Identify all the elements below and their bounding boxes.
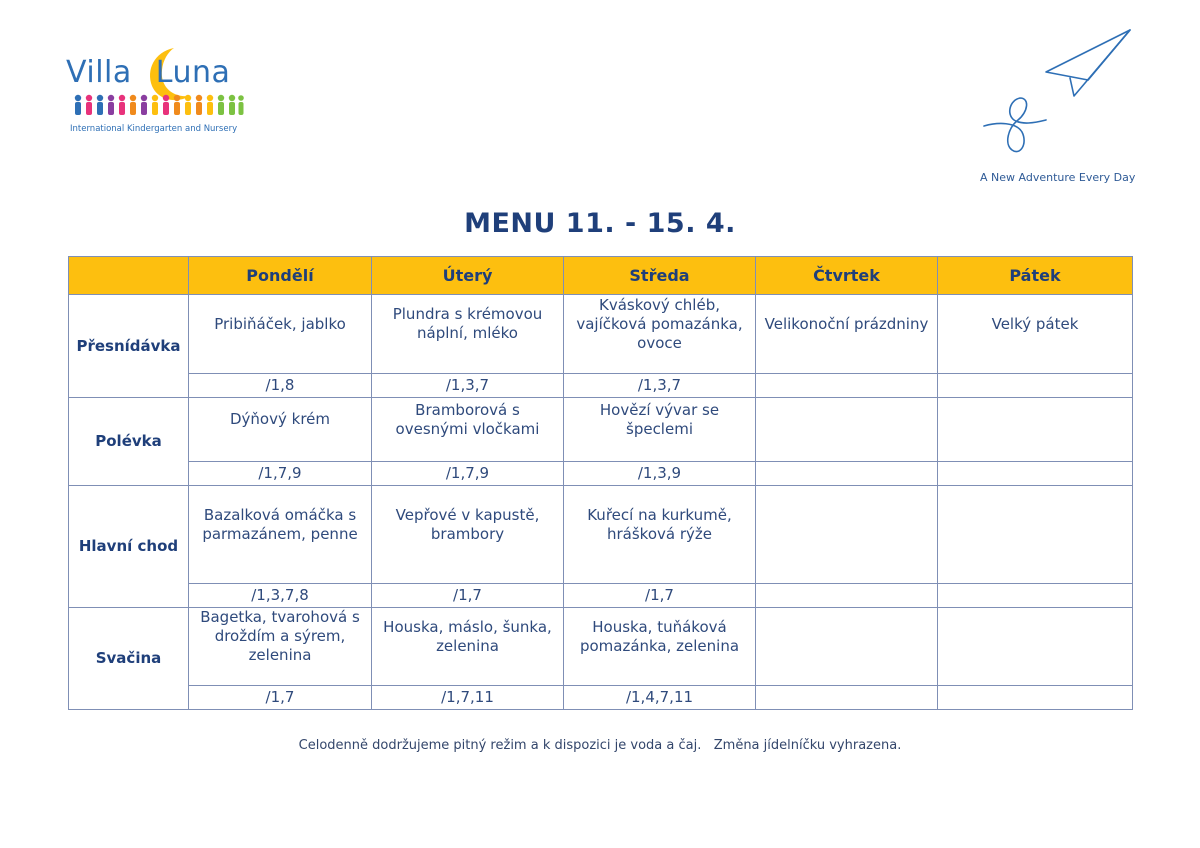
allergen-row [69, 374, 1133, 398]
tagline: A New Adventure Every Day [980, 171, 1136, 184]
day-header-monday: Pondělí [189, 257, 372, 295]
dish-cell [189, 486, 372, 584]
allergen-cell: /1,7,9 [372, 462, 564, 486]
dish-cell [756, 486, 938, 584]
allergen-row [69, 686, 1133, 710]
row-label-soup: Polévka [69, 398, 189, 486]
dish-cell [756, 608, 938, 686]
allergen-cell [756, 584, 938, 608]
dish-text: Plundra s krémovou náplní, mléko [392, 305, 543, 342]
logo-luna: Luna [155, 55, 231, 90]
dish-cell [564, 398, 756, 462]
dish-text: Bagetka, tvarohová s droždím a sýrem, zelenina [200, 608, 360, 664]
table-row [69, 398, 1133, 462]
dish-text: Bramborová s ovesnými vločkami [395, 400, 540, 438]
allergen-cell: /1,7,11 [372, 686, 564, 710]
row-label-main-course: Hlavní chod [69, 486, 189, 608]
allergen-cell: /1,7 [372, 584, 564, 608]
children-icon [72, 94, 244, 116]
corner-cell [69, 257, 189, 295]
logo-subtitle: International Kindergarten and Nursery [70, 124, 238, 134]
dish-text: Velký pátek [991, 314, 1079, 333]
dish-text: Velikonoční prázdniny [764, 314, 929, 333]
dish-text: Kváskový chléb, vajíčková pomazánka, ovoce [576, 295, 743, 352]
paper-plane-icon [980, 28, 1135, 160]
logo-title [66, 56, 230, 90]
dish-text: Pribiňáček, jablko [214, 314, 346, 333]
day-header-wednesday: Středa [564, 257, 756, 295]
allergen-cell [938, 374, 1133, 398]
table-row [69, 608, 1133, 686]
dish-cell [372, 398, 564, 462]
logo-villa: Villa [66, 55, 132, 90]
day-header-thursday: Čtvrtek [756, 257, 938, 295]
dish-text: Dýňový krém [230, 410, 330, 428]
dish-text: Bazalková omáčka s parmazánem, penne [202, 505, 358, 543]
allergen-cell [756, 686, 938, 710]
table-row [69, 486, 1133, 584]
dish-cell [189, 398, 372, 462]
allergen-cell [938, 584, 1133, 608]
allergen-cell: /1,3,7 [372, 374, 564, 398]
dish-cell [938, 295, 1133, 374]
dish-cell [189, 608, 372, 686]
allergen-cell: /1,7,9 [189, 462, 372, 486]
dish-cell [372, 486, 564, 584]
dish-cell [372, 295, 564, 374]
dish-cell [189, 295, 372, 374]
dish-text: Houska, máslo, šunka, zelenina [383, 617, 552, 655]
menu-table [68, 256, 1133, 710]
dish-cell [564, 295, 756, 374]
row-label-afternoon-snack: Svačina [69, 608, 189, 710]
allergen-row [69, 584, 1133, 608]
allergen-cell: /1,8 [189, 374, 372, 398]
dish-cell [564, 486, 756, 584]
dish-cell [938, 398, 1133, 462]
footer-note: Celodenně dodržujeme pitný režim a k dispozici je voda a čaj. Změna jídelníčku vyhrazena. [298, 738, 902, 753]
dish-cell [938, 486, 1133, 584]
allergen-row [69, 462, 1133, 486]
dish-cell [372, 608, 564, 686]
dish-cell [938, 608, 1133, 686]
allergen-cell: /1,7 [189, 686, 372, 710]
logo [66, 44, 246, 139]
allergen-cell [938, 462, 1133, 486]
allergen-cell: /1,3,7 [564, 374, 756, 398]
table-header-row [69, 257, 1133, 295]
dish-text: Houska, tuňáková pomazánka, zelenina [579, 617, 740, 655]
day-header-friday: Pátek [938, 257, 1133, 295]
allergen-cell: /1,3,7,8 [189, 584, 372, 608]
dish-cell [756, 295, 938, 374]
allergen-cell [756, 462, 938, 486]
page-title: MENU 11. - 15. 4. [464, 208, 736, 239]
dish-cell [756, 398, 938, 462]
dish-text: Vepřové v kapustě, brambory [395, 505, 540, 543]
dish-text: Kuřecí na kurkumě, hrášková rýže [587, 505, 732, 543]
dish-text: Hovězí vývar se špeclemi [599, 400, 720, 438]
table-row [69, 295, 1133, 374]
allergen-cell [938, 686, 1133, 710]
allergen-cell [756, 374, 938, 398]
allergen-cell: /1,3,9 [564, 462, 756, 486]
day-header-tuesday: Úterý [372, 257, 564, 295]
dish-cell [564, 608, 756, 686]
allergen-cell: /1,4,7,11 [564, 686, 756, 710]
row-label-snack: Přesnídávka [69, 295, 189, 398]
allergen-cell: /1,7 [564, 584, 756, 608]
